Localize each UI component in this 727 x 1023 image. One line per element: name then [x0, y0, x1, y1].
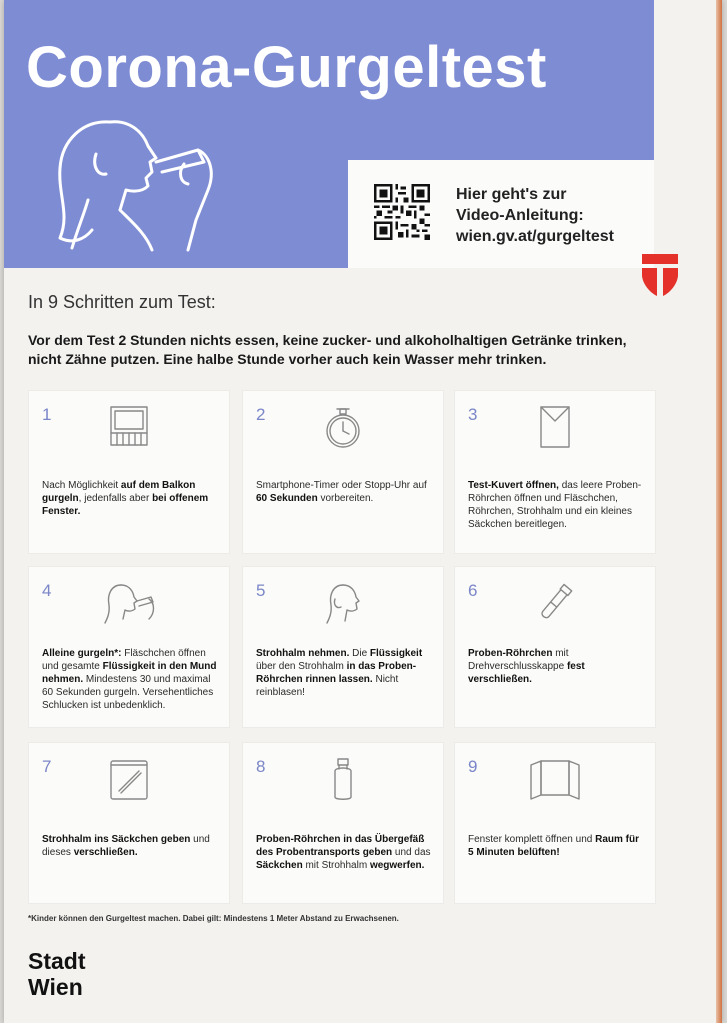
step-text-normal: Nach Möglichkeit: [42, 480, 121, 491]
step-text-normal: vorbereiten.: [317, 493, 374, 504]
step-card-6: [454, 566, 656, 728]
step-text-bold: Strohhalm nehmen.: [256, 648, 350, 659]
step-text-bold: Alleine gurgeln*:: [42, 648, 122, 659]
gargle-person-icon: [99, 579, 159, 627]
header-banner: [4, 0, 654, 268]
step-text-normal: Fläschchen öffnen und gesamte: [42, 648, 206, 672]
step-text-bold: fest verschließen.: [468, 661, 585, 685]
step-text-normal: Fenster komplett öffnen und: [468, 834, 596, 845]
step-text-normal: Die: [349, 648, 370, 659]
stadt-wien-logo: [28, 948, 86, 1000]
step-text-bold: bei offenem Fenster.: [42, 493, 209, 517]
step-card-3: [454, 390, 656, 554]
leaflet: [4, 0, 722, 1023]
step-card-5: [242, 566, 444, 728]
step-text-bold: Flüssigkeit in den Mund nehmen.: [42, 661, 217, 685]
step-text: [256, 647, 433, 699]
step-text-bold: Säckchen: [256, 860, 303, 871]
step-text-bold: verschließen.: [73, 847, 138, 858]
step-text: [42, 479, 219, 518]
bottle-icon: [313, 755, 373, 803]
step-text: [468, 833, 645, 859]
paper-edge: [716, 0, 722, 1023]
step-text-normal: Nicht reinblasen!: [256, 674, 399, 698]
step-text-normal: Mindestens 30 und maximal 60 Sekunden gurgeln. Versehentliches Schlucken ist unbedenklich.: [42, 674, 214, 711]
step-card-2: [242, 390, 444, 554]
steps-heading: In 9 Schritten zum Test:: [28, 292, 216, 312]
step-text: [256, 833, 433, 872]
step-text-bold: auf dem Balkon gurgeln: [42, 480, 196, 504]
step-number: 8: [256, 757, 266, 776]
envelope-icon: [525, 403, 585, 451]
person-profile-icon: [313, 579, 373, 627]
step-text-bold: Proben-Röhrchen: [468, 648, 553, 659]
qr-text-line-2: Video-Anleitung:: [456, 207, 584, 224]
step-text-bold: Proben-Röhrchen in das Übergefäß des Probentransports geben: [256, 834, 425, 858]
video-link-url[interactable]: wien.gv.at/gurgeltest: [456, 228, 614, 245]
video-link-text: [456, 184, 614, 247]
step-text-normal: das leere Proben-Röhrchen öffnen und Fläschchen, Röhrchen, Strohhalm und ein kleines Säckchen bereitlegen.: [468, 480, 642, 530]
step-number: 9: [468, 757, 478, 776]
qr-text-line-1: Hier geht's zur: [456, 186, 567, 203]
step-text: [256, 479, 433, 505]
bag-icon: [99, 755, 159, 803]
step-card-8: [242, 742, 444, 904]
step-number: 3: [468, 405, 478, 424]
open-window-icon: [525, 755, 585, 803]
step-text: [468, 647, 645, 686]
step-text-normal: und das: [392, 847, 431, 858]
step-text-bold: wegwerfen.: [369, 860, 425, 871]
test-tube-icon: [525, 579, 585, 627]
step-text-bold: Test-Kuvert öffnen,: [468, 480, 559, 491]
step-text-normal: und dieses: [42, 834, 210, 858]
step-text-bold: Flüssigkeit: [369, 648, 423, 659]
step-number: 7: [42, 757, 52, 776]
page-title: Corona-Gurgeltest: [26, 35, 547, 100]
step-card-9: [454, 742, 656, 904]
step-card-1: [28, 390, 230, 554]
step-number: 2: [256, 405, 266, 424]
step-number: 6: [468, 581, 478, 600]
step-text-normal: mit Drehverschlusskappe: [468, 648, 569, 672]
step-number: 1: [42, 405, 52, 424]
step-text-normal: mit Strohhalm: [302, 860, 370, 871]
wien-coat-of-arms-icon: [640, 250, 680, 300]
footnote: *Kinder können den Gurgeltest machen. Dabei gilt: Mindestens 1 Meter Abstand zu Erwachsenen.: [28, 914, 399, 923]
step-number: 4: [42, 581, 52, 600]
step-text: [468, 479, 645, 531]
qr-code[interactable]: [374, 184, 430, 240]
qr-info-box: [348, 160, 654, 268]
step-text-bold: 60 Sekunden: [256, 493, 318, 504]
step-text-normal: über den Strohhalm: [256, 661, 347, 672]
step-text-normal: , jedenfalls aber: [78, 493, 153, 504]
step-text-bold: in das Proben-Röhrchen rinnen lassen.: [256, 661, 417, 685]
gargling-person-illustration: [48, 110, 218, 260]
logo-line-2: Wien: [28, 974, 83, 1000]
step-card-4: [28, 566, 230, 728]
step-number: 5: [256, 581, 266, 600]
step-card-7: [28, 742, 230, 904]
step-text: [42, 833, 219, 859]
logo-line-1: Stadt: [28, 948, 86, 974]
intro-instructions: Vor dem Test 2 Stunden nichts essen, keine zucker- und alkoholhaltigen Getränke trinken, nicht Zähne putzen. Eine halbe Stunde vorher auch kein Wasser mehr trinken.: [28, 332, 627, 367]
step-text-normal: Smartphone-Timer oder Stopp-Uhr auf: [256, 480, 427, 491]
step-text-bold: Strohhalm ins Säckchen geben: [42, 834, 191, 845]
step-text-bold: Raum für 5 Minuten belüften!: [468, 834, 640, 858]
step-text: [42, 647, 219, 712]
balcony-icon: [99, 403, 159, 451]
stopwatch-icon: [313, 403, 373, 451]
